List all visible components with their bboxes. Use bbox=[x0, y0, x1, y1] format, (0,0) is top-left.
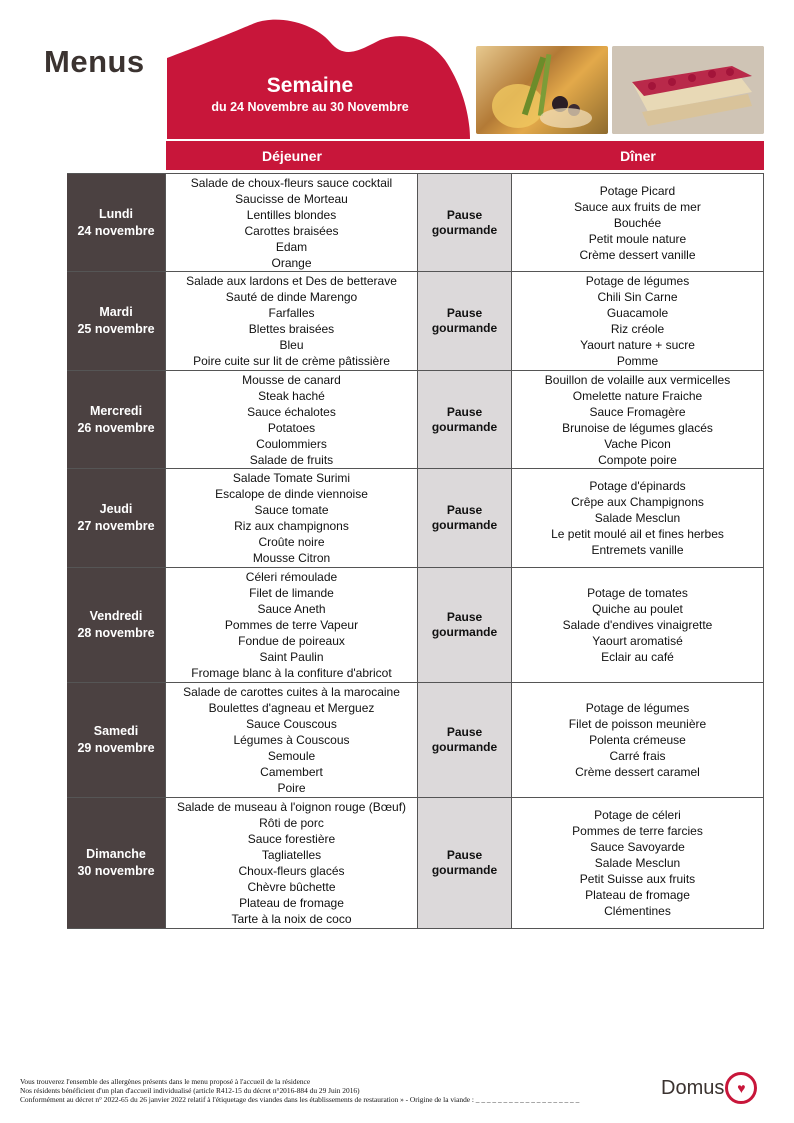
pause-label: Pause bbox=[446, 207, 483, 222]
dish-item: Sauce Aneth bbox=[257, 602, 326, 616]
dinner-cell bbox=[511, 371, 764, 468]
dish-item: Eclair au café bbox=[601, 650, 674, 664]
table-row bbox=[67, 271, 764, 370]
dish-item: Potage de céleri bbox=[594, 808, 681, 822]
dinner-cell bbox=[511, 174, 764, 271]
day-date: 24 novembre bbox=[77, 223, 155, 238]
dish-item: Carré frais bbox=[609, 749, 666, 763]
pause-label: gourmande bbox=[431, 740, 498, 754]
dish-item: Pommes de terre Vapeur bbox=[224, 618, 359, 632]
dish-item: Plateau de fromage bbox=[239, 896, 344, 910]
dish-item: Lentilles blondes bbox=[246, 207, 337, 222]
week-label: Semaine bbox=[266, 74, 354, 97]
dish-item: Sauce Savoyarde bbox=[590, 840, 685, 854]
domusvi-logo bbox=[661, 1072, 757, 1104]
day-date: 26 novembre bbox=[77, 420, 155, 435]
pause-label: gourmande bbox=[431, 625, 498, 639]
table-row bbox=[67, 682, 764, 797]
dish-item: Crème dessert vanille bbox=[579, 247, 696, 262]
dish-item: Salade aux lardons et Des de betterave bbox=[186, 274, 397, 288]
day-name: Dimanche bbox=[86, 847, 146, 861]
day-name: Jeudi bbox=[99, 502, 133, 516]
dish-item: Salade de museau à l'oignon rouge (Bœuf) bbox=[176, 800, 407, 814]
dish-item: Potage d'épinards bbox=[589, 479, 686, 493]
dish-item: Pommes de terre farcies bbox=[572, 824, 703, 838]
heart-icon: ♥ bbox=[725, 1072, 757, 1104]
pause-cell bbox=[417, 371, 511, 468]
dinner-cell bbox=[511, 272, 764, 370]
dish-item: Brunoise de légumes glacés bbox=[562, 420, 713, 435]
day-date: 30 novembre bbox=[77, 864, 155, 878]
dish-item: Sauce échalotes bbox=[247, 404, 336, 419]
week-dates: du 24 Novembre au 30 Novembre bbox=[211, 100, 409, 114]
table-row bbox=[67, 173, 764, 271]
table-row bbox=[67, 567, 764, 682]
dish-item: Tarte à la noix de coco bbox=[231, 912, 352, 926]
day-name: Mercredi bbox=[89, 403, 143, 418]
day-name: Lundi bbox=[98, 206, 133, 221]
dish-item: Filet de poisson meunière bbox=[568, 717, 707, 731]
day-name: Samedi bbox=[93, 724, 139, 738]
dish-item: Plateau de fromage bbox=[585, 888, 690, 902]
dish-item: Riz aux champignons bbox=[234, 519, 349, 533]
day-cell bbox=[67, 272, 165, 370]
dish-item: Edam bbox=[275, 239, 308, 254]
dish-item: Compote poire bbox=[598, 452, 677, 467]
table-row bbox=[67, 797, 764, 929]
dish-item: Tagliatelles bbox=[261, 848, 322, 862]
dish-item: Steak haché bbox=[258, 388, 325, 403]
pause-label: Pause bbox=[446, 306, 483, 320]
table-row bbox=[67, 468, 764, 567]
day-cell bbox=[67, 174, 165, 271]
pause-label: Pause bbox=[446, 503, 483, 517]
dish-item: Riz créole bbox=[610, 322, 665, 336]
logo-text: Domus bbox=[661, 1076, 725, 1099]
dish-item: Petit Suisse aux fruits bbox=[579, 872, 696, 886]
dish-item: Orange bbox=[271, 255, 312, 270]
dish-item: Poire bbox=[277, 781, 306, 795]
dish-item: Petit moule nature bbox=[588, 231, 687, 246]
dish-item: Chili Sin Carne bbox=[597, 290, 678, 304]
page-title: Menus bbox=[44, 44, 145, 79]
dish-item: Salade Tomate Surimi bbox=[232, 471, 351, 485]
column-header-lunch: Déjeuner bbox=[166, 141, 418, 170]
day-date: 25 novembre bbox=[77, 322, 155, 336]
dish-item: Potage Picard bbox=[599, 183, 676, 198]
dish-item: Céleri rémoulade bbox=[245, 570, 338, 584]
day-name: Mardi bbox=[99, 305, 133, 319]
dish-item: Yaourt aromatisé bbox=[592, 634, 683, 648]
dish-item: Sauce forestière bbox=[247, 832, 336, 846]
dish-item: Mousse de canard bbox=[242, 372, 341, 387]
lunch-cell bbox=[165, 568, 417, 682]
pause-cell bbox=[417, 568, 511, 682]
day-cell bbox=[67, 683, 165, 797]
pause-cell bbox=[417, 272, 511, 370]
dish-item: Boulettes d'agneau et Merguez bbox=[208, 701, 375, 715]
pause-cell bbox=[417, 469, 511, 567]
footer-line: Vous trouverez l'ensemble des allergènes présents dans le menu proposé à l'accueil de la résidence bbox=[20, 1077, 311, 1086]
table-row bbox=[67, 370, 764, 468]
dish-item: Salade Mesclun bbox=[594, 856, 681, 870]
dish-item: Omelette nature Fraiche bbox=[572, 388, 703, 403]
day-date: 28 novembre bbox=[77, 626, 155, 640]
dish-item: Mousse Citron bbox=[252, 551, 331, 565]
pause-label: Pause bbox=[446, 848, 483, 862]
dish-item: Bouchée bbox=[613, 215, 662, 230]
dish-item: Sauce Fromagère bbox=[589, 404, 686, 419]
dish-item: Vache Picon bbox=[604, 436, 671, 451]
day-cell bbox=[67, 371, 165, 468]
pause-cell bbox=[417, 798, 511, 928]
dish-item: Potatoes bbox=[267, 420, 316, 435]
dish-item: Sauté de dinde Marengo bbox=[225, 290, 358, 304]
dish-item: Coulommiers bbox=[256, 436, 327, 451]
lunch-cell bbox=[165, 798, 417, 928]
dish-item: Le petit moulé ail et fines herbes bbox=[551, 527, 724, 541]
footer-line: Conformément au décret n° 2022-65 du 26 janvier 2022 relatif à l'étiquetage des viandes dans les établissements de restauration » - Origine de la viande : _ _ _ _ _ _ _ _ _ _ _ _ _ _ _ _ _ _ _ bbox=[20, 1095, 580, 1104]
dish-item: Carottes braisées bbox=[244, 223, 339, 238]
lunch-cell bbox=[165, 272, 417, 370]
day-cell bbox=[67, 798, 165, 928]
dish-item: Choux-fleurs glacés bbox=[238, 864, 345, 878]
dish-item: Fondue de poireaux bbox=[238, 634, 345, 648]
day-date: 29 novembre bbox=[77, 741, 155, 755]
lunch-cell bbox=[165, 371, 417, 468]
dish-item: Guacamole bbox=[606, 306, 669, 320]
day-date: 27 novembre bbox=[77, 519, 155, 533]
dish-item: Sauce Couscous bbox=[246, 717, 337, 731]
dish-item: Chèvre bûchette bbox=[247, 880, 336, 894]
dish-item: Salade de choux-fleurs sauce cocktail bbox=[190, 175, 393, 190]
dish-item: Escalope de dinde viennoise bbox=[215, 487, 368, 501]
dish-item: Saint Paulin bbox=[259, 650, 324, 664]
lunch-cell bbox=[165, 469, 417, 567]
dish-item: Filet de limande bbox=[249, 586, 334, 600]
lunch-cell bbox=[165, 683, 417, 797]
dish-item: Salade d'endives vinaigrette bbox=[562, 618, 713, 632]
day-name: Vendredi bbox=[89, 609, 143, 623]
dish-item: Camembert bbox=[260, 765, 323, 779]
lunch-cell bbox=[165, 174, 417, 271]
pause-cell bbox=[417, 174, 511, 271]
pause-label: gourmande bbox=[431, 419, 498, 434]
dish-item: Sauce aux fruits de mer bbox=[574, 199, 701, 214]
pause-label: Pause bbox=[446, 404, 483, 419]
dish-item: Salade Mesclun bbox=[594, 511, 681, 525]
dish-item: Entremets vanille bbox=[591, 543, 684, 557]
dish-item: Bouillon de volaille aux vermicelles bbox=[544, 372, 731, 387]
dish-item: Potage de tomates bbox=[587, 586, 688, 600]
dinner-cell bbox=[511, 683, 764, 797]
day-cell bbox=[67, 568, 165, 682]
dinner-cell bbox=[511, 798, 764, 928]
dish-item: Polenta crémeuse bbox=[589, 733, 686, 747]
dish-item: Fromage blanc à la confiture d'abricot bbox=[191, 666, 392, 680]
pause-label: gourmande bbox=[431, 518, 498, 532]
dish-item: Quiche au poulet bbox=[592, 602, 683, 616]
dinner-cell bbox=[511, 469, 764, 567]
dish-item: Blettes braisées bbox=[248, 322, 335, 336]
food-photo-dessert bbox=[476, 46, 608, 134]
dish-item: Potage de légumes bbox=[585, 274, 690, 288]
pause-label: gourmande bbox=[431, 863, 498, 877]
pause-label: Pause bbox=[446, 725, 483, 739]
dish-item: Poire cuite sur lit de crème pâtissière bbox=[193, 354, 390, 368]
pause-label: Pause bbox=[446, 610, 483, 624]
menu-table bbox=[67, 173, 764, 929]
dish-item: Salade de carottes cuites à la marocaine bbox=[183, 685, 400, 699]
dish-item: Farfalles bbox=[268, 306, 315, 320]
day-cell bbox=[67, 469, 165, 567]
pause-cell bbox=[417, 683, 511, 797]
dish-item: Légumes à Couscous bbox=[233, 733, 350, 747]
dish-item: Saucisse de Morteau bbox=[235, 191, 348, 206]
dish-item: Pomme bbox=[616, 354, 659, 368]
dish-item: Semoule bbox=[267, 749, 316, 763]
dish-item: Crêpe aux Champignons bbox=[571, 495, 704, 509]
column-header-dinner: Dîner bbox=[512, 141, 764, 170]
dish-item: Clémentines bbox=[604, 904, 671, 918]
footer-line: Nos résidents bénéficient d'un plan d'accueil individualisé (article R412-15 du décret n°2016-884 du 29 Juin 2016) bbox=[20, 1086, 360, 1095]
dish-item: Yaourt nature + sucre bbox=[580, 338, 695, 352]
dish-item: Croûte noire bbox=[258, 535, 325, 549]
footer-notes bbox=[20, 1077, 579, 1104]
dish-item: Bleu bbox=[279, 338, 304, 352]
food-photo-tart bbox=[612, 46, 764, 134]
dish-item: Crème dessert caramel bbox=[575, 765, 700, 779]
pause-label: gourmande bbox=[431, 321, 498, 335]
column-header-pause bbox=[418, 141, 512, 170]
dinner-cell bbox=[511, 568, 764, 682]
dish-item: Potage de légumes bbox=[585, 701, 690, 715]
dish-item: Rôti de porc bbox=[259, 816, 324, 830]
dish-item: Salade de fruits bbox=[249, 452, 334, 467]
pause-label: gourmande bbox=[431, 222, 498, 237]
dish-item: Sauce tomate bbox=[254, 503, 329, 517]
